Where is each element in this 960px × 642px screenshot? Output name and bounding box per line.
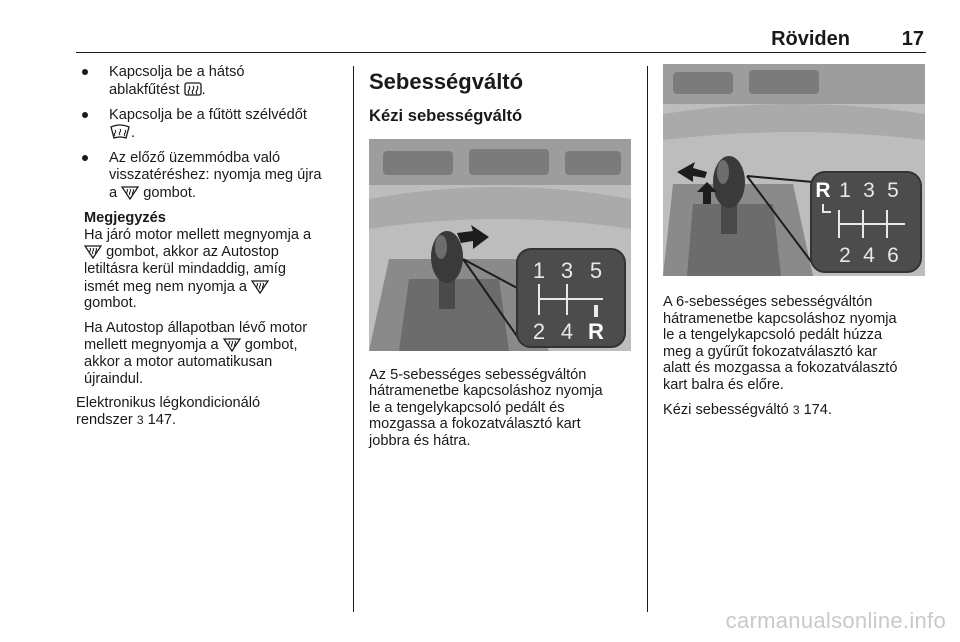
- header-title: Röviden: [771, 28, 850, 50]
- gear-label: 1: [839, 179, 851, 202]
- page-ref-arrow-icon: 3: [792, 402, 800, 417]
- list-item: Az előző üzemmódba való visszatéréshez: nyomja meg újra a gombot.: [76, 150, 348, 201]
- gear-label: 1: [532, 257, 546, 283]
- column-divider: [647, 66, 648, 612]
- windscreen-heating-icon: [109, 124, 131, 140]
- column-middle: [369, 64, 635, 458]
- column-left: [76, 64, 348, 436]
- cross-reference: Elektronikus légkondicionáló rendszer 3 147.: [76, 395, 261, 428]
- list-item: Kapcsolja be a hátsó ablakfűtést .: [76, 64, 348, 98]
- gear-label: 5: [887, 179, 899, 202]
- note-paragraph: Ha Autostop állapotban lévő motor mellett megnyomja a gombot, akkor a motor automatikusan újraindul.: [84, 319, 308, 387]
- climate-mode-icon: [223, 336, 241, 352]
- gear-label: 2: [532, 318, 546, 344]
- column-right: [663, 64, 925, 426]
- climate-mode-icon: [84, 243, 102, 259]
- rear-window-heating-icon: [184, 81, 202, 97]
- climate-mode-icon: [121, 184, 139, 200]
- climate-mode-icon: [251, 278, 269, 294]
- gear-label: R: [588, 318, 604, 344]
- note-block: [76, 210, 348, 387]
- body-paragraph: A 6-sebességes sebességváltón hátramenetbe kapcsoláshoz nyomja le a tengelykapcsoló pedált húzza meg a gyűrűt fokozatválasztó kar alatt és mozgassa a fokozatválasztó kart balra és előre.: [663, 294, 898, 393]
- page-ref-number[interactable]: 174.: [803, 401, 832, 418]
- gear-label: 5: [589, 257, 603, 283]
- page-header: [76, 0, 926, 53]
- subsection-title: Kézi sebességváltó: [369, 106, 523, 125]
- note-paragraph: Ha járó motor mellett megnyomja a gombot, akkor az Autostop letiltásra kerül mindaddig, amíg ismét meg nem nyomja a gombot.: [84, 226, 312, 312]
- gear-label: 2: [839, 244, 851, 267]
- gear-label: R: [815, 179, 831, 202]
- gear-label: 3: [560, 257, 574, 283]
- page-ref-number[interactable]: 147.: [147, 411, 176, 428]
- gearshift-5-speed-figure: [369, 139, 631, 351]
- watermark: carmanualsonline.info: [725, 608, 946, 633]
- gearshift-6-speed-figure: [663, 64, 925, 276]
- list-item: Kapcsolja be a fűtött szélvédőt .: [76, 107, 348, 141]
- section-title: Sebességváltó: [369, 69, 524, 94]
- page-ref-arrow-icon: 3: [136, 412, 144, 427]
- gear-label: 3: [863, 179, 875, 202]
- note-title: Megjegyzés: [84, 210, 166, 227]
- column-divider: [353, 66, 354, 612]
- gear-label: 4: [560, 318, 574, 344]
- gear-label: 6: [887, 244, 899, 267]
- page-number: 17: [901, 28, 924, 50]
- gear-label: 4: [863, 244, 875, 267]
- body-paragraph: Az 5-sebességes sebességváltón hátramenetbe kapcsoláshoz nyomja le a tengelykapcsoló pedált és mozgassa a fokozatválasztó kart jobbra és hátra.: [369, 366, 603, 449]
- cross-reference: Kézi sebességváltó 3 174.: [663, 401, 832, 418]
